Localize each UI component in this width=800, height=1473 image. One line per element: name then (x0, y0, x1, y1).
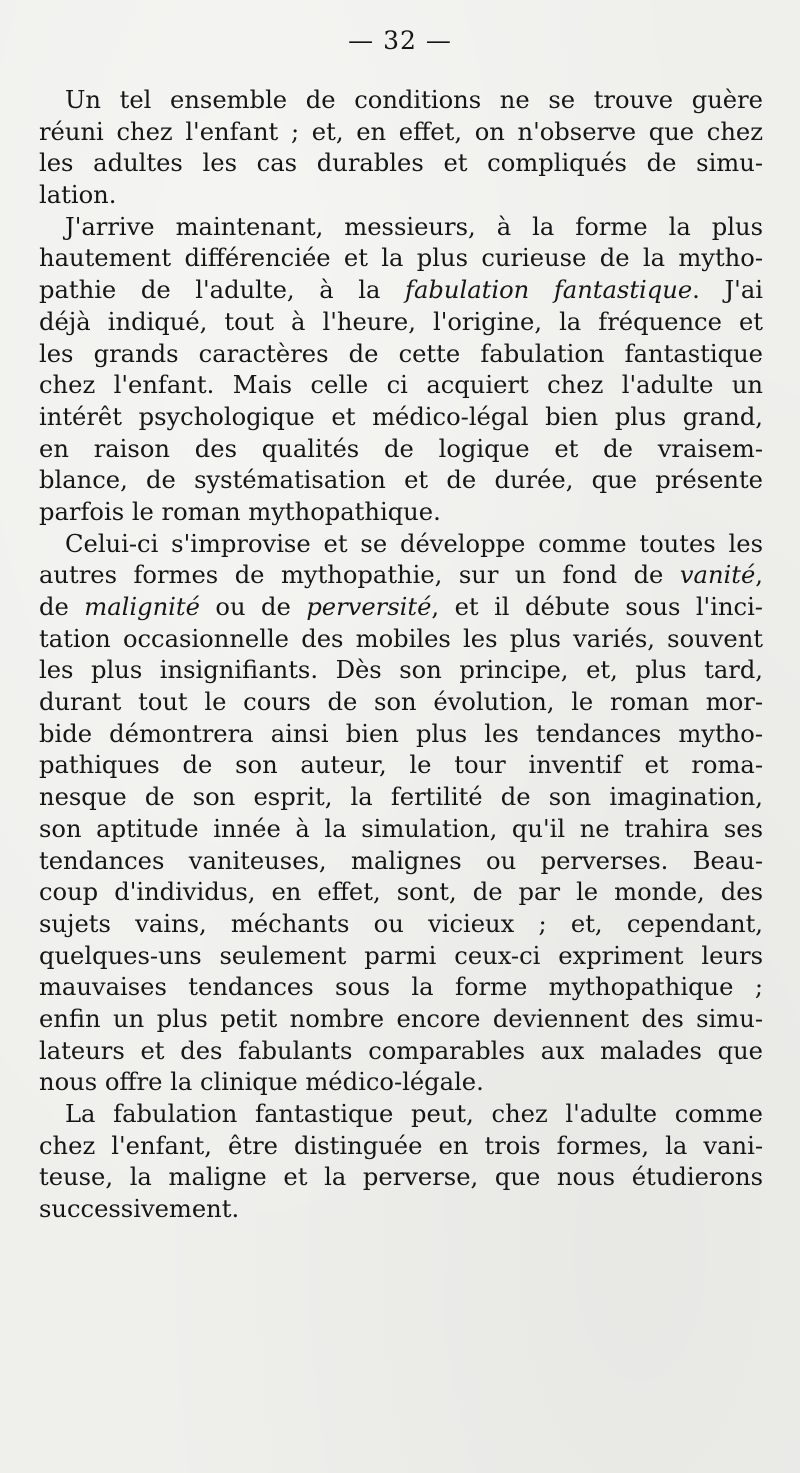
text-run: intérêt psychologique et médico-légal bien plus grand, (39, 402, 763, 431)
text-run: ou de (199, 593, 307, 621)
page-number: — 32 — (348, 26, 452, 55)
text-line (39, 180, 763, 212)
text-line (39, 307, 763, 339)
text-run: les adultes les cas durables et compliqués de simu- (39, 149, 763, 178)
text-line (39, 941, 763, 973)
text-line (39, 402, 763, 434)
text-run: nous offre la clinique médico-légale. (39, 1068, 484, 1097)
text-line (39, 719, 763, 751)
text-line (39, 909, 763, 941)
text-run: , (755, 561, 763, 590)
text-line (39, 846, 763, 878)
italic-term: malignité (84, 593, 200, 621)
text-line (39, 1131, 763, 1163)
text-run: réuni chez l'enfant ; et, en effet, on n'observe que chez (39, 117, 763, 146)
text-run: bide démontrera ainsi bien plus les tendances mytho- (39, 719, 763, 748)
text-line (39, 529, 763, 561)
text-run: Celui-ci s'improvise et se développe comme toutes les (65, 529, 763, 558)
text-run: chez l'enfant. Mais celle ci acquiert chez l'adulte un (39, 371, 763, 400)
text-run: lation. (39, 181, 117, 210)
text-run: en raison des qualités de logique et de vraisem- (39, 434, 763, 463)
text-run: quelques-uns seulement parmi ceux-ci expriment leurs (39, 941, 763, 970)
text-run: blance, de systématisation et de durée, que présente (39, 466, 763, 495)
text-line (39, 497, 763, 529)
text-run: nesque de son esprit, la fertilité de son imagination, (39, 783, 763, 812)
text-line (39, 1036, 763, 1068)
text-run: chez l'enfant, être distinguée en trois formes, la vani- (39, 1131, 763, 1160)
text-run: les plus insignifiants. Dès son principe, et, plus tard, (39, 656, 763, 685)
text-run: , et il débute sous l'inci- (431, 593, 763, 621)
text-run: pathie de l'adulte, à la (39, 276, 406, 305)
text-line (39, 560, 763, 592)
text-run: les grands caractères de cette fabulation fantastique (39, 339, 763, 368)
text-run: tation occasionnelle des mobiles les plus variés, souvent (39, 624, 763, 653)
text-run: autres formes de mythopathie, sur un fond de (39, 561, 680, 590)
text-line (39, 243, 763, 275)
text-line (39, 434, 763, 466)
text-line (39, 1067, 763, 1099)
text-run: parfois le roman mythopathique. (39, 497, 441, 526)
text-run: déjà indiqué, tout à l'heure, l'origine, la fréquence et (39, 307, 763, 336)
text-line (39, 148, 763, 180)
text-run: sujets vains, méchants ou vicieux ; et, cependant, (39, 909, 763, 938)
body-text (39, 85, 763, 1226)
text-run: . J'ai (692, 276, 763, 305)
text-run: teuse, la maligne et la perverse, que nous étudierons (39, 1163, 763, 1192)
text-run: lateurs et des fabulants comparables aux malades que (39, 1036, 763, 1065)
text-run: enfin un plus petit nombre encore deviennent des simu- (39, 1004, 763, 1033)
text-line (39, 814, 763, 846)
text-run: mauvaises tendances sous la forme mythopathique ; (39, 973, 763, 1002)
italic-term: fabulation fantastique (405, 276, 693, 305)
text-line (39, 339, 763, 371)
text-run: durant tout le cours de son évolution, le roman mor- (39, 688, 763, 717)
text-line (39, 117, 763, 149)
text-line (39, 1004, 763, 1036)
text-line (39, 465, 763, 497)
text-line (39, 212, 763, 244)
text-run: tendances vaniteuses, malignes ou perverses. Beau- (39, 846, 763, 875)
text-line (39, 1099, 763, 1131)
text-run: La fabulation fantastique peut, chez l'adulte comme (65, 1100, 763, 1128)
text-run: Un tel ensemble de conditions ne se trouve guère (65, 86, 763, 114)
italic-term: perversité (306, 593, 432, 621)
text-run: son aptitude innée à la simulation, qu'il ne trahira ses (39, 814, 763, 843)
text-line (39, 1162, 763, 1194)
text-run: successivement. (39, 1195, 240, 1224)
text-line (39, 687, 763, 719)
text-line (39, 370, 763, 402)
text-line (39, 85, 763, 117)
text-line (39, 592, 763, 624)
text-run: pathiques de son auteur, le tour inventif et roma- (39, 751, 763, 780)
text-line (39, 972, 763, 1004)
text-line (39, 750, 763, 782)
text-line (39, 877, 763, 909)
text-line (39, 275, 763, 307)
text-run: coup d'individus, en effet, sont, de par le monde, des (39, 878, 763, 907)
text-line (39, 1194, 763, 1226)
text-line (39, 782, 763, 814)
text-line (39, 624, 763, 656)
text-line (39, 655, 763, 687)
text-run: hautement différenciée et la plus curieuse de la mytho- (39, 244, 763, 273)
text-run: de (39, 593, 85, 621)
italic-term: vanité (679, 561, 756, 590)
text-run: J'arrive maintenant, messieurs, à la forme la plus (65, 212, 763, 241)
